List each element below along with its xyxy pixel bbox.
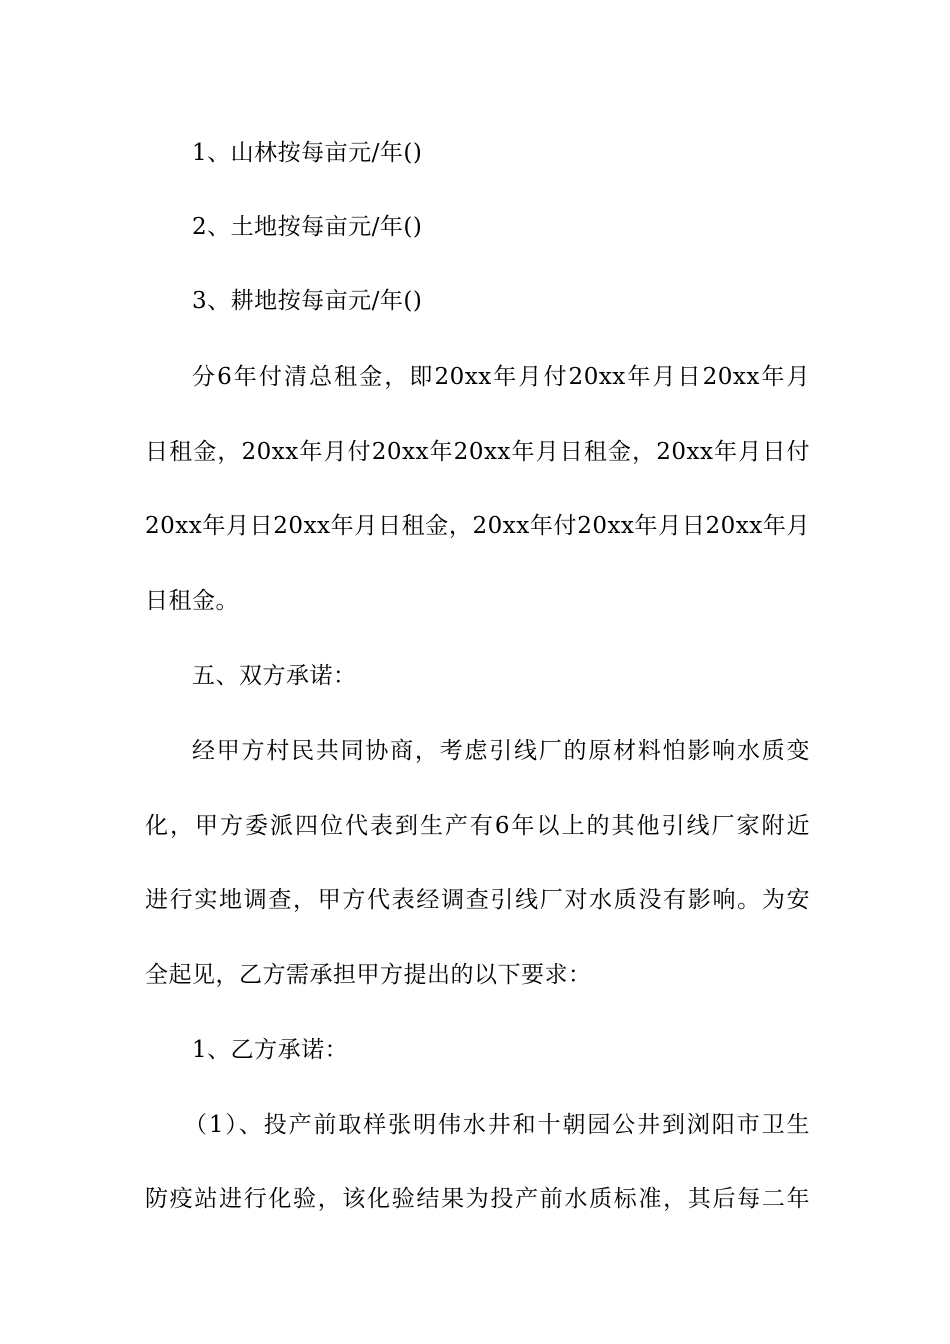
party-b-commitment-heading: 1、乙方承诺： [192, 1037, 349, 1063]
commitment-item-1-line-2: 防疫站进行化验，该化验结果为投产前水质标准，其后每二年 [145, 1186, 810, 1212]
rent-item-land: 2、土地按每亩元/年() [192, 214, 423, 240]
rent-item-farmland: 3、耕地按每亩元/年() [192, 288, 423, 314]
commitment-paragraph-line-4: 全起见，乙方需承担甲方提出的以下要求： [145, 962, 592, 988]
commitment-item-1-line-1: （1）、投产前取样张明伟水井和十朝园公井到浏阳市卫生 [184, 1112, 810, 1138]
payment-paragraph-line-4: 日租金。 [145, 588, 239, 614]
commitment-paragraph-line-2: 化，甲方委派四位代表到生产有6年以上的其他引线厂家附近 [145, 813, 810, 839]
payment-paragraph-line-1: 分6年付清总租金，即20xx年月付20xx年月日20xx年月 [192, 364, 810, 390]
section-heading-commitments: 五、双方承诺： [192, 663, 357, 689]
commitment-paragraph-line-1: 经甲方村民共同协商，考虑引线厂的原材料怕影响水质变 [192, 738, 810, 764]
payment-paragraph-line-3: 20xx年月日20xx年月日租金，20xx年付20xx年月日20xx年月 [145, 513, 810, 539]
commitment-paragraph-line-3: 进行实地调查，甲方代表经调查引线厂对水质没有影响。为安 [145, 887, 810, 913]
payment-paragraph-line-2: 日租金，20xx年月付20xx年20xx年月日租金，20xx年月日付 [145, 439, 810, 465]
rent-item-forest: 1、山林按每亩元/年() [192, 140, 423, 166]
